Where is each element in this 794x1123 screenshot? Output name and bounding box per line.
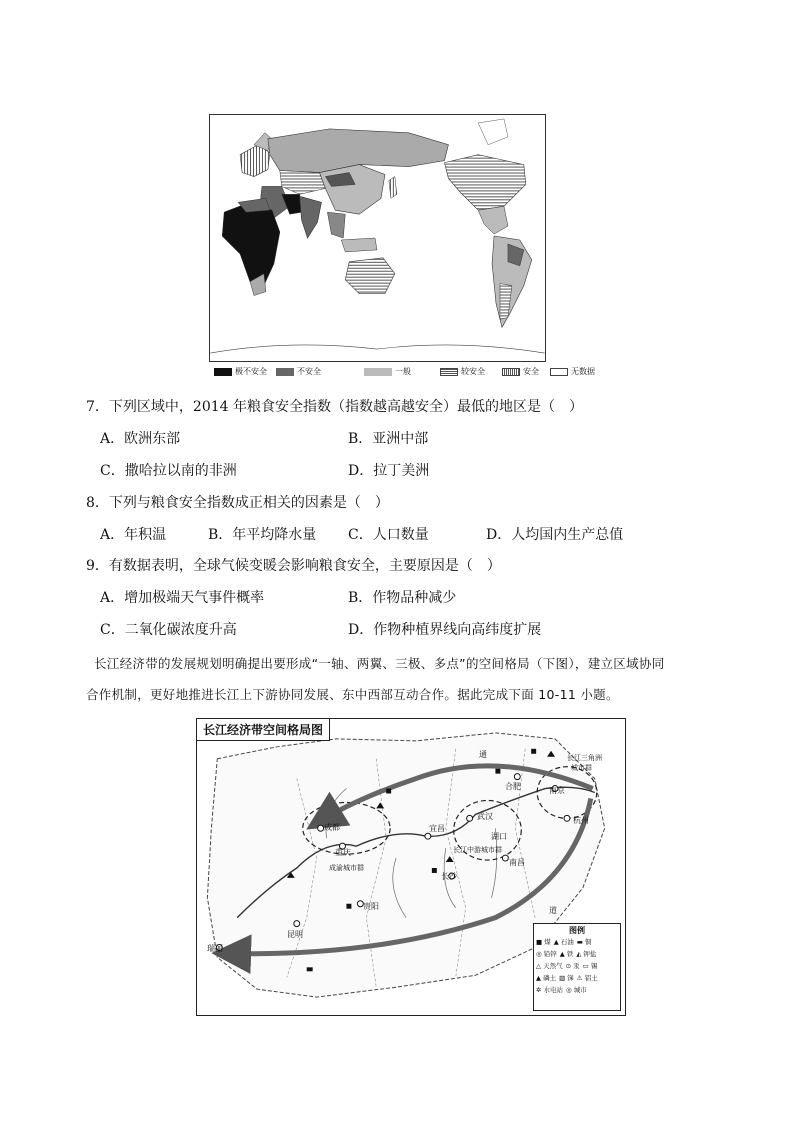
legend-tin: ▭ 锡 <box>582 962 598 970</box>
legend-swatch <box>550 368 568 376</box>
legend-text: 磷土 <box>543 974 557 982</box>
intro-line-2: 合作机制，更好地推进长江上下游协同发展、东中西部互动合作。据此完成下面 10-11 小题。 <box>86 687 619 702</box>
legend-label: 一般 <box>395 367 411 376</box>
label-nanchang: 南昌 <box>509 858 525 867</box>
label-hukou: 湖口 <box>491 832 507 841</box>
legend-text: 铅锌 <box>543 950 557 958</box>
legend-relatively-safe <box>440 366 485 377</box>
legend-very-unsafe <box>214 366 267 377</box>
map-title: 长江经济带空间格局图 <box>197 719 330 741</box>
legend-label: 安全 <box>523 367 539 376</box>
label-dao: 道 <box>549 906 557 915</box>
legend-oil: ▲ 石油 <box>553 938 574 946</box>
legend-text: 城市 <box>573 986 587 994</box>
legend-title: 图例 <box>569 926 585 935</box>
q7-option-c[interactable]: C．撒哈拉以南的非洲 <box>100 463 237 479</box>
legend-bauxite: ⚠ 铝土 <box>576 974 598 982</box>
label-guiyang: 贵阳 <box>363 902 379 911</box>
legend-text: 铁 <box>566 950 574 958</box>
legend-swatch <box>276 368 294 376</box>
label-yichang: 宜昌 <box>429 824 445 833</box>
q8-option-c[interactable]: C．人口数量 <box>348 527 429 543</box>
legend-label: 极不安全 <box>235 367 267 376</box>
yangtze-economic-belt-map <box>196 718 626 1016</box>
world-map-graphic <box>210 115 545 361</box>
label-tong: 通 <box>479 750 487 759</box>
legend-unsafe <box>276 366 321 377</box>
legend-lead-zinc: ◎ 铅锌 <box>536 950 557 958</box>
legend-swatch <box>502 368 520 376</box>
label-yrd-cluster: 城市群 <box>571 764 592 772</box>
legend-phosphate: ▲ 磷土 <box>536 974 557 982</box>
world-food-security-map <box>209 114 546 362</box>
legend-text: 铜 <box>585 938 592 946</box>
label-yrd: 长江三角洲 <box>567 754 602 762</box>
legend-safe <box>502 366 539 377</box>
legend-text: 天然气 <box>543 962 563 970</box>
label-nanjing: 南京 <box>549 786 565 795</box>
question-9-stem: 9．有数据表明，全球气候变暖会影响粮食安全，主要原因是（ ） <box>86 558 501 574</box>
legend-mercury: ⊙ 汞 <box>565 962 580 970</box>
legend-coal: ■ 煤 <box>536 938 551 946</box>
legend-text: 铝土 <box>584 974 598 982</box>
legend-label: 不安全 <box>297 367 321 376</box>
legend-text: 锡 <box>590 962 598 970</box>
q9-option-a[interactable]: A．增加极端天气事件概率 <box>100 590 265 606</box>
legend-hydropower: ✲ 水电站 <box>536 986 564 994</box>
legend-gas: △ 天然气 <box>536 962 563 970</box>
legend-text: 汞 <box>573 962 580 970</box>
legend-swatch <box>440 368 458 376</box>
legend-no-data <box>550 366 595 377</box>
question-7-stem: 7．下列区域中，2014 年粮食安全指数（指数越高越安全）最低的地区是（ ） <box>86 399 583 415</box>
legend-text: 石油 <box>560 938 574 946</box>
legend-text: 水电站 <box>543 986 564 994</box>
label-chengdu: 成都 <box>324 823 340 832</box>
q8-option-b[interactable]: B．年平均降水量 <box>208 527 317 543</box>
legend-swatch <box>214 368 232 376</box>
legend-label: 无数据 <box>571 367 595 376</box>
legend-copper: ▬ 铜 <box>576 938 592 946</box>
label-wuhan: 武汉 <box>477 812 493 821</box>
label-chengyu-cluster: 成渝城市群 <box>329 864 364 872</box>
legend-swatch <box>364 368 392 376</box>
legend-potash: ◭ 钾盐 <box>576 950 597 958</box>
q7-option-b[interactable]: B．亚洲中部 <box>348 431 429 447</box>
legend-label: 较安全 <box>461 367 485 376</box>
q7-option-a[interactable]: A．欧洲东部 <box>100 431 181 447</box>
q9-option-c[interactable]: C．二氧化碳浓度升高 <box>100 622 237 638</box>
legend-text: 煤 <box>544 938 551 946</box>
q7-option-d[interactable]: D．拉丁美洲 <box>348 463 430 479</box>
q8-option-d[interactable]: D．人均国内生产总值 <box>486 527 624 543</box>
world-map-legend <box>214 366 604 380</box>
label-chongqing: 重庆 <box>335 848 351 857</box>
legend-antimony: ▨ 锑 <box>559 974 574 982</box>
legend-text: 钾盐 <box>583 950 597 958</box>
q8-option-a[interactable]: A．年积温 <box>100 527 167 543</box>
label-kunming: 昆明 <box>287 930 303 939</box>
label-ruili: 瑞丽 <box>207 944 223 953</box>
map-legend <box>533 923 621 1011</box>
question-8-stem: 8．下列与粮食安全指数成正相关的因素是（ ） <box>86 495 389 511</box>
label-mid-cluster: 长江中游城市群 <box>453 846 502 854</box>
legend-text: 锑 <box>567 974 574 982</box>
intro-line-1: 长江经济带的发展规划明确提出要形成“一轴、两翼、三极、多点”的空间格局（下图），建立区域协同 <box>94 656 665 671</box>
q9-option-b[interactable]: B．作物品种减少 <box>348 590 457 606</box>
legend-average <box>364 366 411 377</box>
q9-option-d[interactable]: D．作物种植界线向高纬度扩展 <box>348 622 542 638</box>
legend-iron: ▲ 铁 <box>559 950 574 958</box>
label-hangzhou: 杭州 <box>573 816 589 825</box>
label-changsha: 长沙 <box>441 872 457 881</box>
legend-city: ◎ 城市 <box>566 986 587 994</box>
label-hefei: 合肥 <box>505 782 521 791</box>
